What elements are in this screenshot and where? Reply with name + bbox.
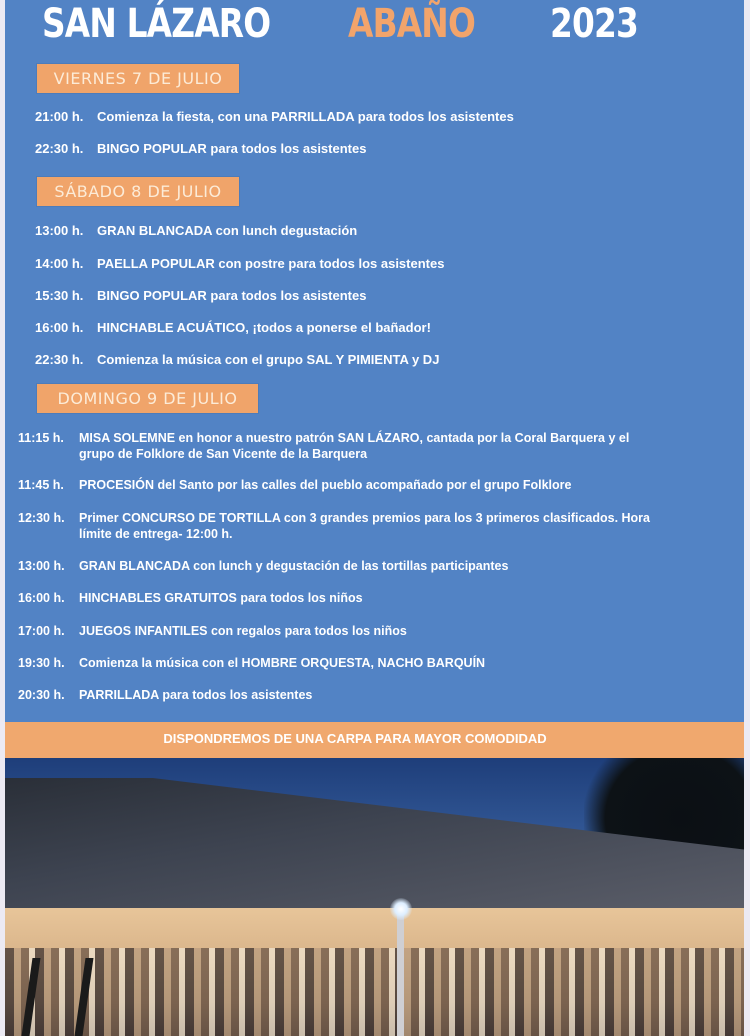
title-year: 2023 <box>550 1 639 47</box>
tent-pole <box>397 913 404 1036</box>
seated-crowd <box>5 948 744 1036</box>
event-description: Primer CONCURSO DE TORTILLA con 3 grandes premios para los 3 primeros clasificados. Hora <box>79 511 650 525</box>
poster-title <box>5 0 744 52</box>
event-time: 20:30 h. <box>18 688 65 702</box>
event-description: GRAN BLANCADA con lunch y degustación de las tortillas participantes <box>79 559 509 573</box>
event-description-continued: límite de entrega- 12:00 h. <box>79 527 233 541</box>
event-time: 11:15 h. <box>18 431 64 445</box>
day-heading-domingo <box>37 384 258 413</box>
event-description: JUEGOS INFANTILES con regalos para todos los niños <box>79 624 407 638</box>
tent-crowd-photo <box>5 758 744 1036</box>
event-time: 21:00 h. <box>35 109 84 124</box>
event-description: GRAN BLANCADA con lunch degustación <box>97 223 358 238</box>
event-time: 17:00 h. <box>18 624 65 638</box>
lamp-light-icon <box>390 898 412 920</box>
event-time: 14:00 h. <box>35 256 84 271</box>
event-time: 16:00 h. <box>18 591 65 605</box>
day-label: SÁBADO 8 DE JULIO <box>54 182 222 201</box>
day-heading-viernes <box>37 64 239 93</box>
tent-announcement-banner <box>5 722 744 758</box>
title-abano: ABAÑO <box>348 1 476 47</box>
event-description: PAELLA POPULAR con postre para todos los asistentes <box>97 256 445 271</box>
poster-panel <box>5 0 744 722</box>
day-label: VIERNES 7 DE JULIO <box>53 69 223 88</box>
event-time: 19:30 h. <box>18 656 65 670</box>
event-description-continued: grupo de Folklore de San Vicente de la Barquera <box>79 447 368 461</box>
event-description: Comienza la música con el grupo SAL Y PIMIENTA y DJ <box>97 352 440 367</box>
event-description: BINGO POPULAR para todos los asistentes <box>97 141 367 156</box>
event-time: 11:45 h. <box>18 478 64 492</box>
day-heading-sabado <box>37 177 239 206</box>
event-description: HINCHABLE ACUÁTICO, ¡todos a ponerse el bañador! <box>97 320 431 335</box>
event-description: PROCESIÓN del Santo por las calles del pueblo acompañado por el grupo Folklore <box>79 478 572 492</box>
event-description: Comienza la música con el HOMBRE ORQUESTA, NACHO BARQUÍN <box>79 656 486 670</box>
event-time: 16:00 h. <box>35 320 84 335</box>
event-time: 22:30 h. <box>35 141 84 156</box>
banner-text: DISPONDREMOS DE UNA CARPA PARA MAYOR COMODIDAD <box>163 731 547 746</box>
event-description: HINCHABLES GRATUITOS para todos los niños <box>79 591 363 605</box>
event-description: PARRILLADA para todos los asistentes <box>79 688 313 702</box>
ladder-silhouette <box>22 958 94 1036</box>
event-time: 22:30 h. <box>35 352 84 367</box>
event-description: MISA SOLEMNE en honor a nuestro patrón SAN LÁZARO, cantada por la Coral Barquera y el <box>79 431 630 445</box>
title-san-lazaro: SAN LÁZARO <box>42 1 271 47</box>
event-time: 13:00 h. <box>18 559 65 573</box>
event-time: 15:30 h. <box>35 288 84 303</box>
day-label: DOMINGO 9 DE JULIO <box>57 389 238 408</box>
event-time: 12:30 h. <box>18 511 65 525</box>
event-time: 13:00 h. <box>35 223 84 238</box>
event-description: BINGO POPULAR para todos los asistentes <box>97 288 367 303</box>
event-description: Comienza la fiesta, con una PARRILLADA para todos los asistentes <box>97 109 514 124</box>
